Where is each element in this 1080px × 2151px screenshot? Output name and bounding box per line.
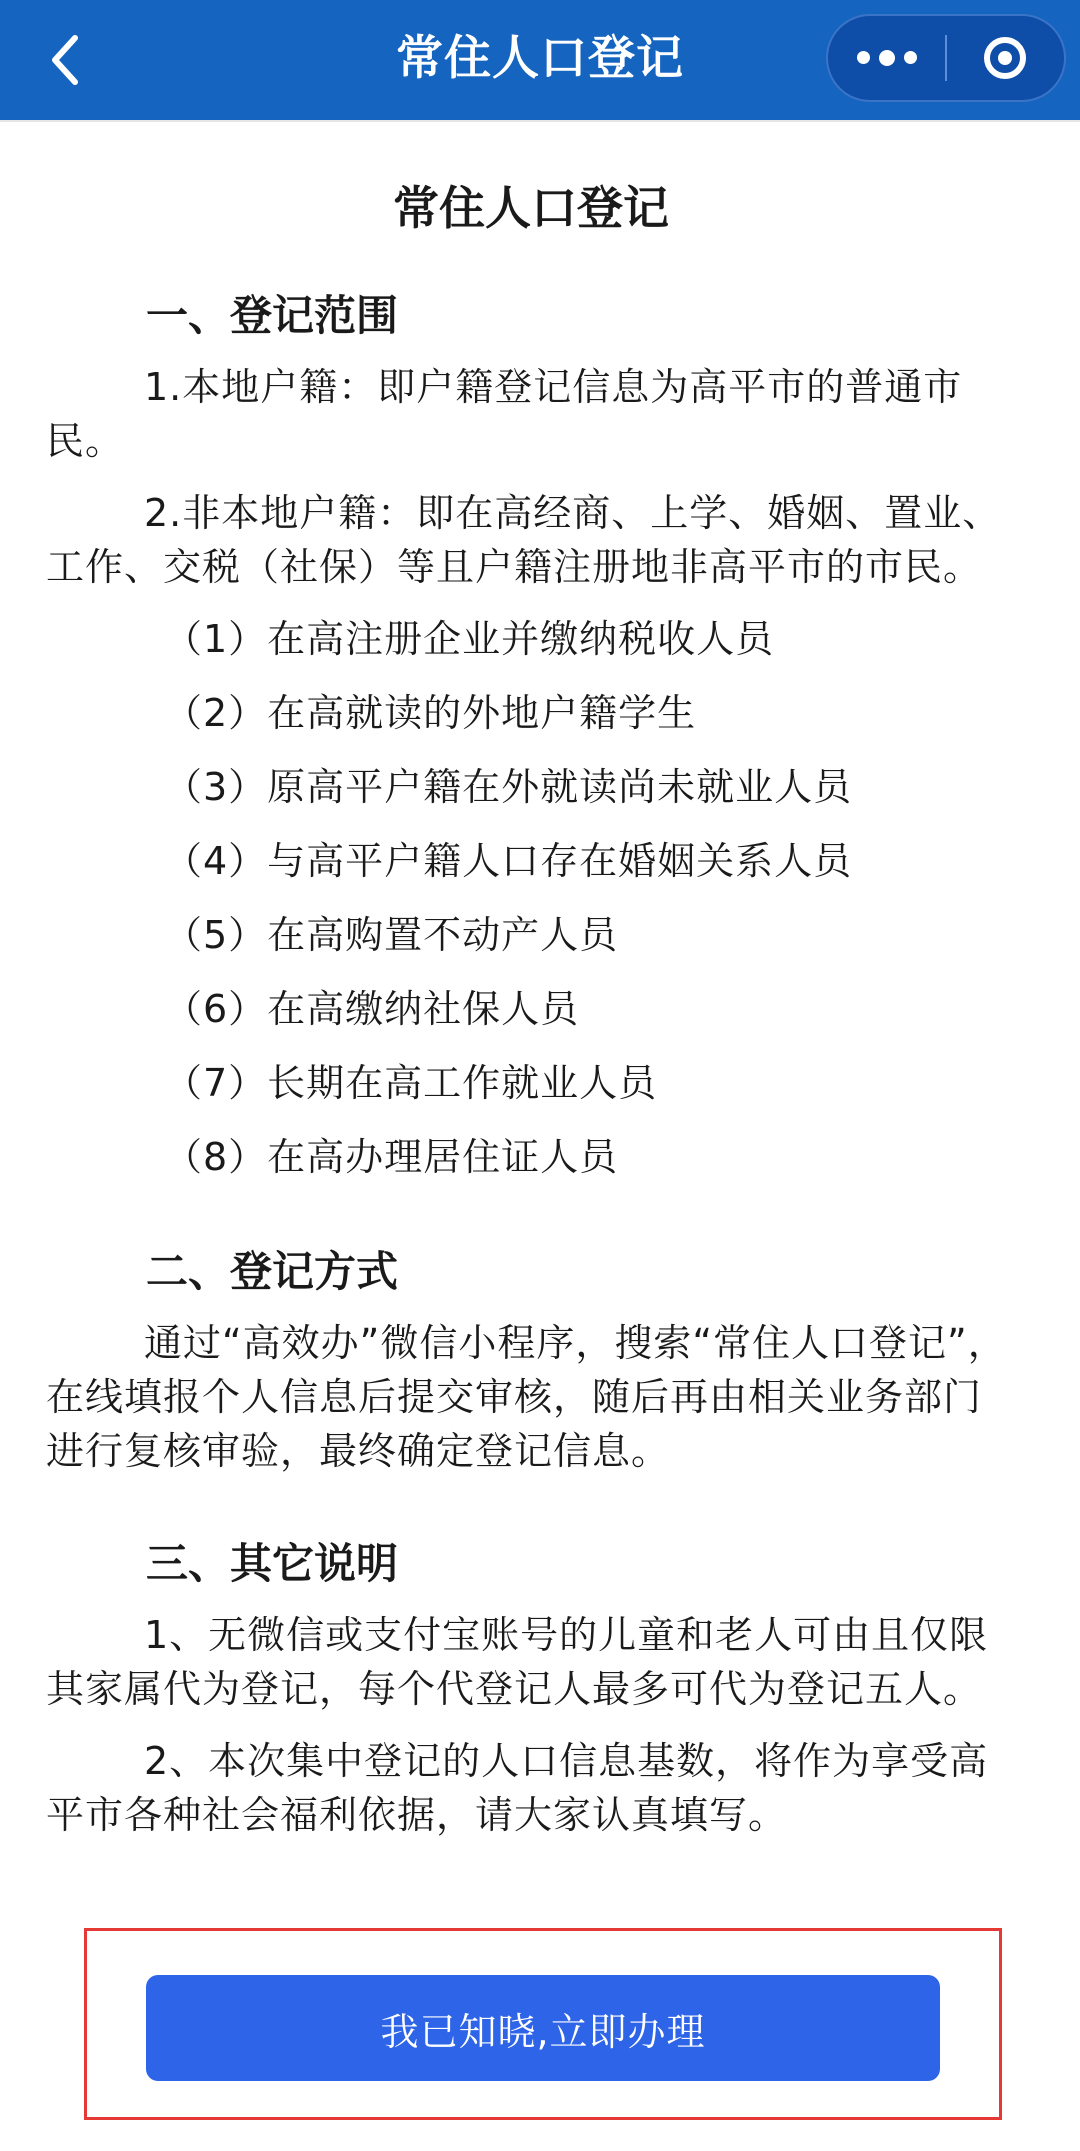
back-button[interactable] bbox=[38, 26, 90, 94]
section-title-method: 二、登记方式 bbox=[146, 1247, 399, 1296]
page-title: 常住人口登记 bbox=[393, 181, 669, 235]
list-item: （4）与高平户籍人口存在婚姻关系人员 bbox=[164, 839, 853, 883]
confirm-proceed-button[interactable]: 我已知晓,立即办理 bbox=[146, 1975, 940, 2081]
list-item: （7）长期在高工作就业人员 bbox=[164, 1061, 658, 1105]
close-mini-program-button[interactable] bbox=[947, 16, 1064, 100]
paragraph: 2.非本地户籍：即在高经商、上学、婚姻、置业、工作、交税（社保）等且户籍注册地非高平市的市民。 bbox=[46, 491, 1002, 589]
list-item: （6）在高缴纳社保人员 bbox=[164, 987, 580, 1031]
list-item: （1）在高注册企业并缴纳税收人员 bbox=[164, 617, 775, 661]
paragraph: 1.本地户籍：即户籍登记信息为高平市的普通市民。 bbox=[46, 365, 963, 463]
list-item: （8）在高办理居住证人员 bbox=[164, 1135, 619, 1179]
nav-title: 常住人口登记 bbox=[396, 31, 684, 86]
target-circle-icon bbox=[984, 37, 1026, 79]
list-item: （5）在高购置不动产人员 bbox=[164, 913, 619, 957]
list-item: （3）原高平户籍在外就读尚未就业人员 bbox=[164, 765, 853, 809]
paragraph: 1、无微信或支付宝账号的儿童和老人可由且仅限其家属代为登记，每个代登记人最多可代为登记五人。 bbox=[46, 1613, 989, 1711]
navigation-bar bbox=[0, 0, 1080, 122]
section-title-notes: 三、其它说明 bbox=[146, 1539, 399, 1588]
section-title-scope: 一、登记范围 bbox=[146, 291, 399, 340]
paragraph: 2、本次集中登记的人口信息基数，将作为享受高平市各种社会福利依据，请大家认真填写。 bbox=[46, 1739, 989, 1837]
paragraph: 通过“高效办”微信小程序，搜索“常住人口登记”，在线填报个人信息后提交审核，随后再由相关业务部门进行复核审验，最终确定登记信息。 bbox=[46, 1321, 1007, 1473]
notice-content bbox=[46, 160, 1016, 1860]
more-dots-icon bbox=[857, 51, 917, 66]
chevron-left-icon bbox=[47, 32, 81, 88]
mini-program-capsule bbox=[826, 14, 1066, 102]
list-item: （2）在高就读的外地户籍学生 bbox=[164, 691, 697, 735]
more-button[interactable] bbox=[828, 16, 945, 100]
